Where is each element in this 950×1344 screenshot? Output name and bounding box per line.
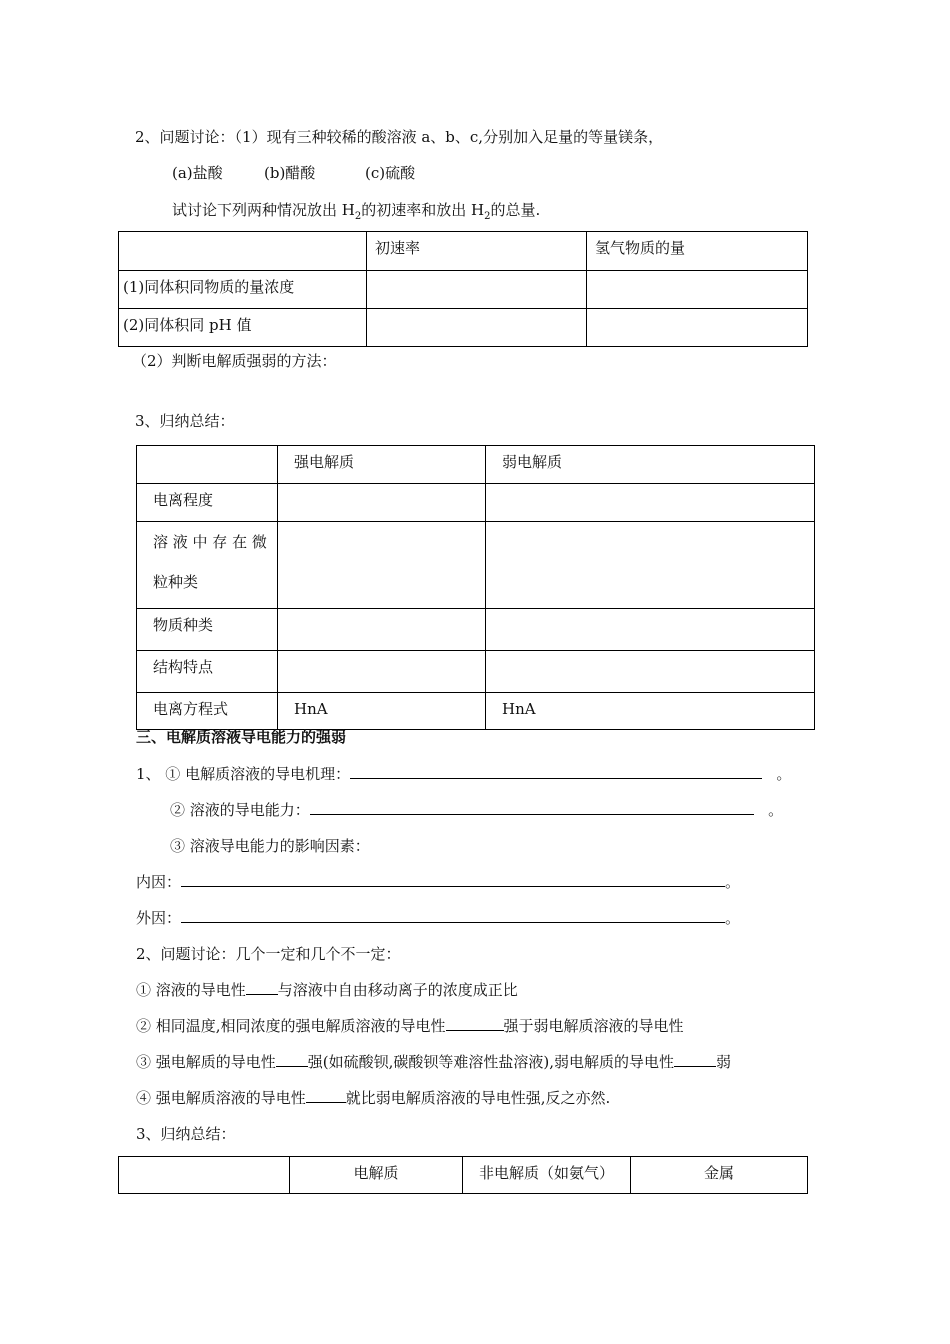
answer-blank[interactable] [276,1052,308,1067]
h2-table-cell [367,309,587,347]
h2-table-cell [587,271,808,309]
summary-weak-cell [486,522,814,534]
method-heading: （2）判断电解质强弱的方法： [132,352,337,370]
outer-factor-line: 外因： 。 [136,909,741,927]
h2-table-header-rate: 初速率 [375,239,421,257]
statement-4: ④ 强电解质溶液的导电性 就比弱电解质溶液的导电性强,反之亦然. [136,1089,611,1107]
h2-rate-table [118,231,808,347]
discussion-title: 2、问题讨论：几个一定和几个不一定： [136,945,401,963]
h2-table-header-amount: 氢气物质的量 [595,239,686,257]
summary-header-blank [137,446,277,458]
statement-3: ③ 强电解质的导电性 强(如硫酸钡,碳酸钡等难溶性盐溶液),弱电解质的导电性 弱 [136,1053,732,1071]
summary-header-weak: 弱电解质 [502,453,563,471]
summary2-title: 3、归纳总结： [136,1125,236,1143]
comparison-header-blank [119,1157,289,1169]
answer-blank[interactable] [446,1016,504,1031]
h2-table-cell [367,271,587,309]
conduct-mechanism-line: 1、 ① 电解质溶液的导电机理： 。 [136,765,792,783]
answer-blank[interactable] [350,764,762,779]
conduct-factors-line: ③ 溶液导电能力的影响因素： [170,837,370,855]
answer-blank[interactable] [674,1052,716,1067]
answer-blank[interactable] [181,908,725,923]
conduct-ability-line: ② 溶液的导电能力： 。 [170,801,784,819]
inner-factor-line: 内因： 。 [136,873,741,891]
summary-weak-cell [486,484,814,496]
h2-table-header-blank [119,232,366,244]
summary-row-label: 电离方程式 [153,700,229,718]
summary-row-label: 结构特点 [153,658,214,676]
summary-row-label: 物质种类 [153,616,214,634]
summary-strong-cell [278,522,485,534]
h2-table-cell [587,309,808,347]
answer-blank[interactable] [306,1088,346,1103]
conductor-comparison-table [118,1156,808,1194]
summary-strong-cell [278,484,485,496]
h2-table-row-label: (1)同体积同物质的量浓度 [123,278,295,296]
acid-a: (a)盐酸 [172,164,223,182]
summary-weak-cell [486,651,814,663]
summary-weak-cell [486,609,814,621]
acid-b: (b)醋酸 [264,164,316,182]
answer-blank[interactable] [246,980,278,995]
discuss-line: 试讨论下列两种情况放出 $H_2$的初速率和放出 $H_2$的总量. [172,201,541,222]
summary-row-label: 溶 液 中 存 在 微 粒种类 [153,533,267,591]
q2-intro: 2、问题讨论：（1）现有三种较稀的酸溶液 a、b、c,分别加入足量的等量镁条， [135,128,664,146]
electrolyte-summary-table [136,445,815,730]
comparison-header-electrolyte: 电解质 [353,1164,399,1182]
answer-blank[interactable] [181,872,725,887]
section3-heading: 三、电解质溶液导电能力的强弱 [136,728,347,746]
summary-header-strong: 强电解质 [294,453,355,471]
answer-blank[interactable] [310,800,754,815]
summary-weak-cell: HnA [502,700,536,718]
statement-2: ② 相同温度,相同浓度的强电解质溶液的导电性 强于弱电解质溶液的导电性 [136,1017,684,1035]
comparison-header-nonelectrolyte: 非电解质（如氨气） [478,1164,614,1182]
summary-strong-cell [278,609,485,621]
comparison-header-metal: 金属 [703,1164,734,1182]
acid-c: (c)硫酸 [365,164,416,182]
h2-table-row-label: (2)同体积同 pH 值 [123,316,252,334]
summary-strong-cell: HnA [294,700,328,718]
summary1-title: 3、归纳总结： [135,412,235,430]
summary-strong-cell [278,651,485,663]
summary-row-label: 电离程度 [153,491,214,509]
statement-1: ① 溶液的导电性 与溶液中自由移动离子的浓度成正比 [136,981,518,999]
